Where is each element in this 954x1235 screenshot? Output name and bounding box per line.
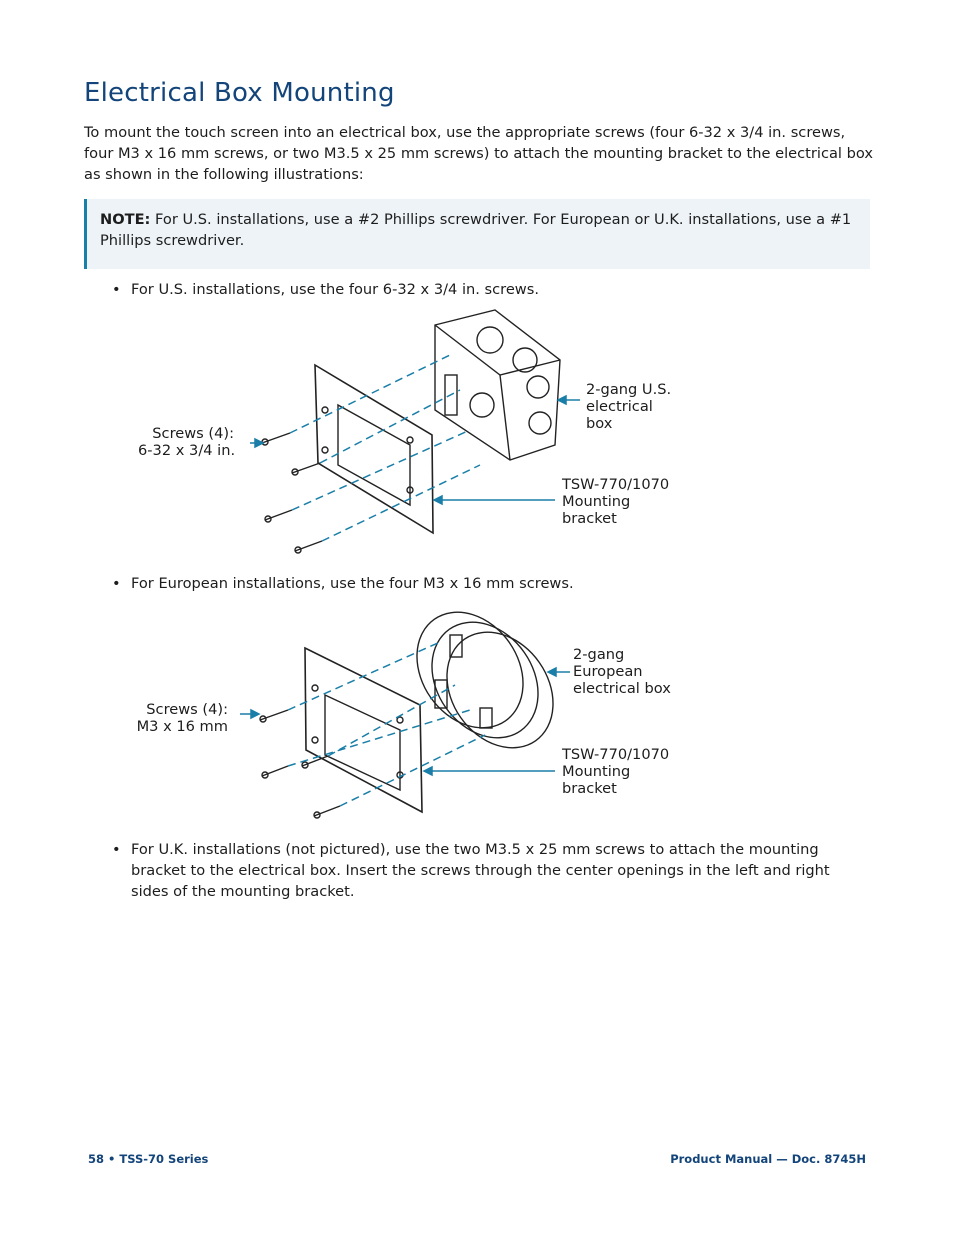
eu-bracket-callout <box>562 746 669 797</box>
eu-box-line-1: 2-gang <box>573 646 625 663</box>
note-box <box>84 199 870 269</box>
us-box-illustration <box>250 305 580 565</box>
bullet-us: • For U.S. installations, use the four 6-32 x 3/4 in. screws. <box>112 279 852 300</box>
eu-bracket-line-2: Mounting <box>562 763 631 780</box>
us-screws-line-2: 6-32 x 3/4 in. <box>138 442 236 459</box>
us-screws-line-1: Screws (4): <box>152 425 234 442</box>
us-box-line-2: electrical <box>586 398 653 415</box>
footer-left: 58 • TSS-70 Series <box>88 1152 209 1166</box>
eu-box-callout <box>573 646 671 697</box>
eu-screws-line-2: M3 x 16 mm <box>136 718 228 735</box>
us-box-line-3: box <box>586 415 613 432</box>
eu-bracket-line-1: TSW-770/1070 <box>562 746 670 763</box>
eu-box-illustration <box>240 600 570 840</box>
eu-screws-callout <box>132 701 228 735</box>
us-bracket-line-1: TSW-770/1070 <box>562 476 670 493</box>
us-bracket-callout <box>562 476 669 527</box>
footer-right: Product Manual — Doc. 8745H <box>670 1152 866 1166</box>
us-bracket-line-3: bracket <box>562 510 617 527</box>
us-bracket-line-2: Mounting <box>562 493 631 510</box>
bullet-uk: • For U.K. installations (not pictured), use the two M3.5 x 25 mm screws to attach the mounting bracket to the electrical box. Insert the screws through the center openings in the left and right sides of the mounting bracket. <box>112 839 852 902</box>
page-title: Electrical Box Mounting <box>84 78 395 108</box>
eu-screws-line-1: Screws (4): <box>146 701 228 718</box>
us-box-callout <box>586 381 671 432</box>
bullet-eu: • For European installations, use the four M3 x 16 mm screws. <box>112 573 852 594</box>
us-box-line-1: 2-gang U.S. <box>586 381 672 398</box>
note-label: NOTE: <box>100 211 151 228</box>
eu-bracket-line-3: bracket <box>562 780 617 797</box>
us-screws-callout <box>138 425 234 459</box>
eu-box-line-2: European <box>573 663 643 680</box>
intro-paragraph: To mount the touch screen into an electrical box, use the appropriate screws (four 6-32 x 3/4 in. screws, four M3 x 16 mm screws, or two M3.5 x 25 mm screws) to attach the mounting bracket to the electrical box as shown in the following illustrations: <box>84 124 873 183</box>
note-text: For U.S. installations, use a #2 Phillips screwdriver. For European or U.K. installations, use a #1 Phillips screwdriver. <box>100 211 852 249</box>
eu-box-line-3: electrical box <box>573 680 671 697</box>
